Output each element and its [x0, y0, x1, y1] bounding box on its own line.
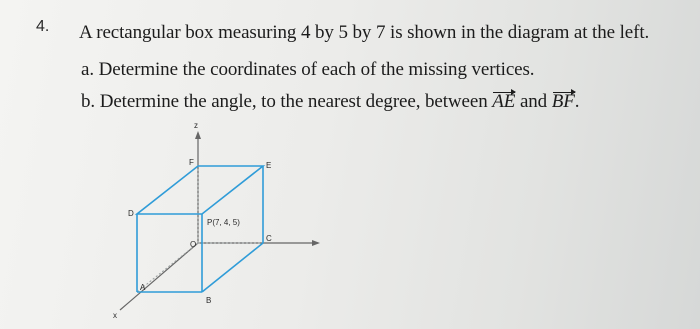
- vertex-a-label: A: [140, 283, 146, 292]
- vertex-d-label: D: [128, 209, 134, 218]
- vertex-f-label: F: [189, 158, 194, 167]
- part-b-conjunction: and: [519, 91, 548, 112]
- edge-bc: [202, 243, 263, 292]
- part-b-prefix: b. Determine the angle, to the nearest degree, between: [81, 91, 488, 112]
- vertex-e-label: E: [266, 161, 272, 170]
- vector-ae: AE: [492, 91, 516, 112]
- x-axis-label: x: [113, 311, 117, 320]
- z-axis-label: z: [194, 121, 198, 130]
- x-axis: [120, 243, 198, 310]
- part-a-text: a. Determine the coordinates of each of the missing vertices.: [81, 59, 535, 80]
- y-axis-arrowhead: [312, 240, 320, 246]
- vertex-b-label: B: [206, 296, 212, 305]
- z-axis-arrowhead: [195, 131, 201, 139]
- vertex-c-label: C: [266, 234, 272, 243]
- vertex-p-label: P(7, 4, 5): [207, 218, 240, 227]
- origin-label: O: [190, 240, 197, 249]
- problem-number: 4.: [36, 18, 50, 35]
- part-b-suffix: .: [574, 91, 580, 112]
- vector-bf: BF: [551, 91, 575, 112]
- box-top-face: [137, 166, 263, 214]
- problem-intro: A rectangular box measuring 4 by 5 by 7 is shown in the diagram at the left.: [79, 22, 650, 43]
